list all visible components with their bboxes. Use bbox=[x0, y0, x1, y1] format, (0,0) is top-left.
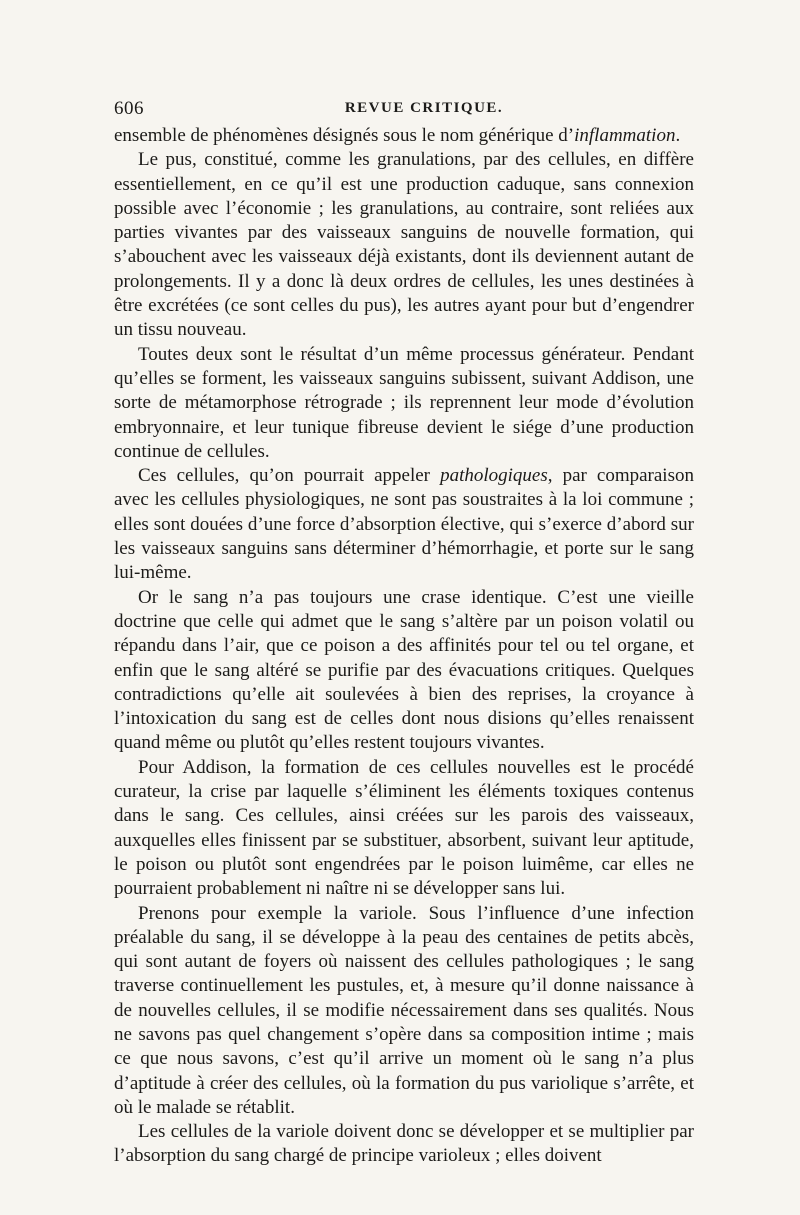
paragraph-1 bbox=[114, 124, 694, 148]
page-number: 606 bbox=[114, 98, 144, 119]
paragraph-italic-term: inflammation bbox=[574, 125, 676, 146]
paragraph-text: Pour Addison, la formation de ces cellules nouvelles est le procédé curateur, la crise par laquelle s’éliminent les éléments toxiques contenus dans le sang. Ces cellules, ainsi créées sur les parois des vaisseaux, auxquelles elles finissent par se substituer, absorbent, suivant leur aptitude, le poison ou plutôt sont engendrées par le poison luimême, car elles ne pourraient probablement ni naître ni se développer sans lui. bbox=[114, 756, 694, 900]
paragraph-text: ensemble de phénomènes désignés sous le nom générique d’ bbox=[114, 125, 575, 146]
paragraph-text: Le pus, constitué, comme les granulations, par des cellules, en diffère essentiellement, en ce qu’il est une production caduque, sans connexion possible avec l’économie ; les granulations, au contraire, sont reliées aux parties vivantes par des vaisseaux sanguins de nouvelle formation, qui s’abouchent avec les vaisseaux déjà existants, dont ils deviennent autant de prolongements. Il y a donc là deux ordres de cellules, les unes destinées à être excrétées (ce sont celles du pus), les autres ayant pour but d’engendrer un tissu nouveau. bbox=[114, 149, 694, 341]
paragraph-2 bbox=[114, 148, 694, 342]
paragraph-italic-term: pathologiques bbox=[440, 465, 548, 487]
paragraph-text: Or le sang n’a pas toujours une crase identique. C’est une vieille doctrine que celle qui admet que le sang s’altère par un poison volatil ou répandu dans l’air, que ce poison a des affinités pour tel ou tel organe, et enfin que le sang altéré se purifie par des évacuations critiques. Quelques contradictions qu’elle ait soulevées à bien des reprises, la croyance à l’intoxication du sang est de celles dont nous disions qu’elles renaissent quand même ou plutôt qu’elles restent toujours vivantes. bbox=[114, 586, 694, 754]
body-text bbox=[114, 124, 694, 1169]
page-header bbox=[114, 98, 694, 126]
paragraph-5 bbox=[114, 586, 694, 756]
paragraph-text: Ces cellules, qu’on pourrait appeler bbox=[138, 465, 441, 487]
paragraph-4 bbox=[114, 464, 694, 585]
paragraph-text-end: , par comparaison avec les cellules physiologiques, ne sont pas soustraites à la loi commune ; elles sont douées d’une force d’absorption élective, qui s’exerce d’abord sur les vaisseaux sanguins sans déterminer d’hémorrhagie, et porte sur le sang lui-même. bbox=[114, 465, 694, 584]
paragraph-3 bbox=[114, 343, 694, 464]
paragraph-8 bbox=[114, 1120, 694, 1169]
paragraph-7 bbox=[114, 902, 694, 1121]
paragraph-6 bbox=[114, 756, 694, 902]
running-head: REVUE CRITIQUE. bbox=[344, 100, 504, 116]
paragraph-text: Les cellules de la variole doivent donc se développer et se multiplier par l’absorption du sang chargé de principe varioleux ; elles doivent bbox=[114, 1121, 694, 1167]
paragraph-text-end: . bbox=[675, 125, 681, 146]
paragraph-text: Prenons pour exemple la variole. Sous l’influence d’une infection préalable du sang, il se développe à la peau des centaines de petits abcès, qui sont autant de foyers où naissent des cellules pathologiques ; le sang traverse continuellement les pustules, et, à mesure qu’il donne naissance à de nouvelles cellules, il se modifie nécessairement dans ses qualités. Nous ne savons pas quel changement s’opère dans sa composition intime ; mais ce que nous savons, c’est qu’il arrive un moment où le sang n’a plus d’aptitude à créer des cellules, où la formation du pus variolique s’arrête, et où le malade se rétablit. bbox=[114, 902, 694, 1118]
paragraph-text: Toutes deux sont le résultat d’un même processus générateur. Pendant qu’elles se forment, les vaisseaux sanguins subissent, suivant Addison, une sorte de métamorphose rétrograde ; ils reprennent leur mode d’évolution embryonnaire, et leur tunique fibreuse devient le siége d’une production continue de cellules. bbox=[114, 343, 694, 462]
